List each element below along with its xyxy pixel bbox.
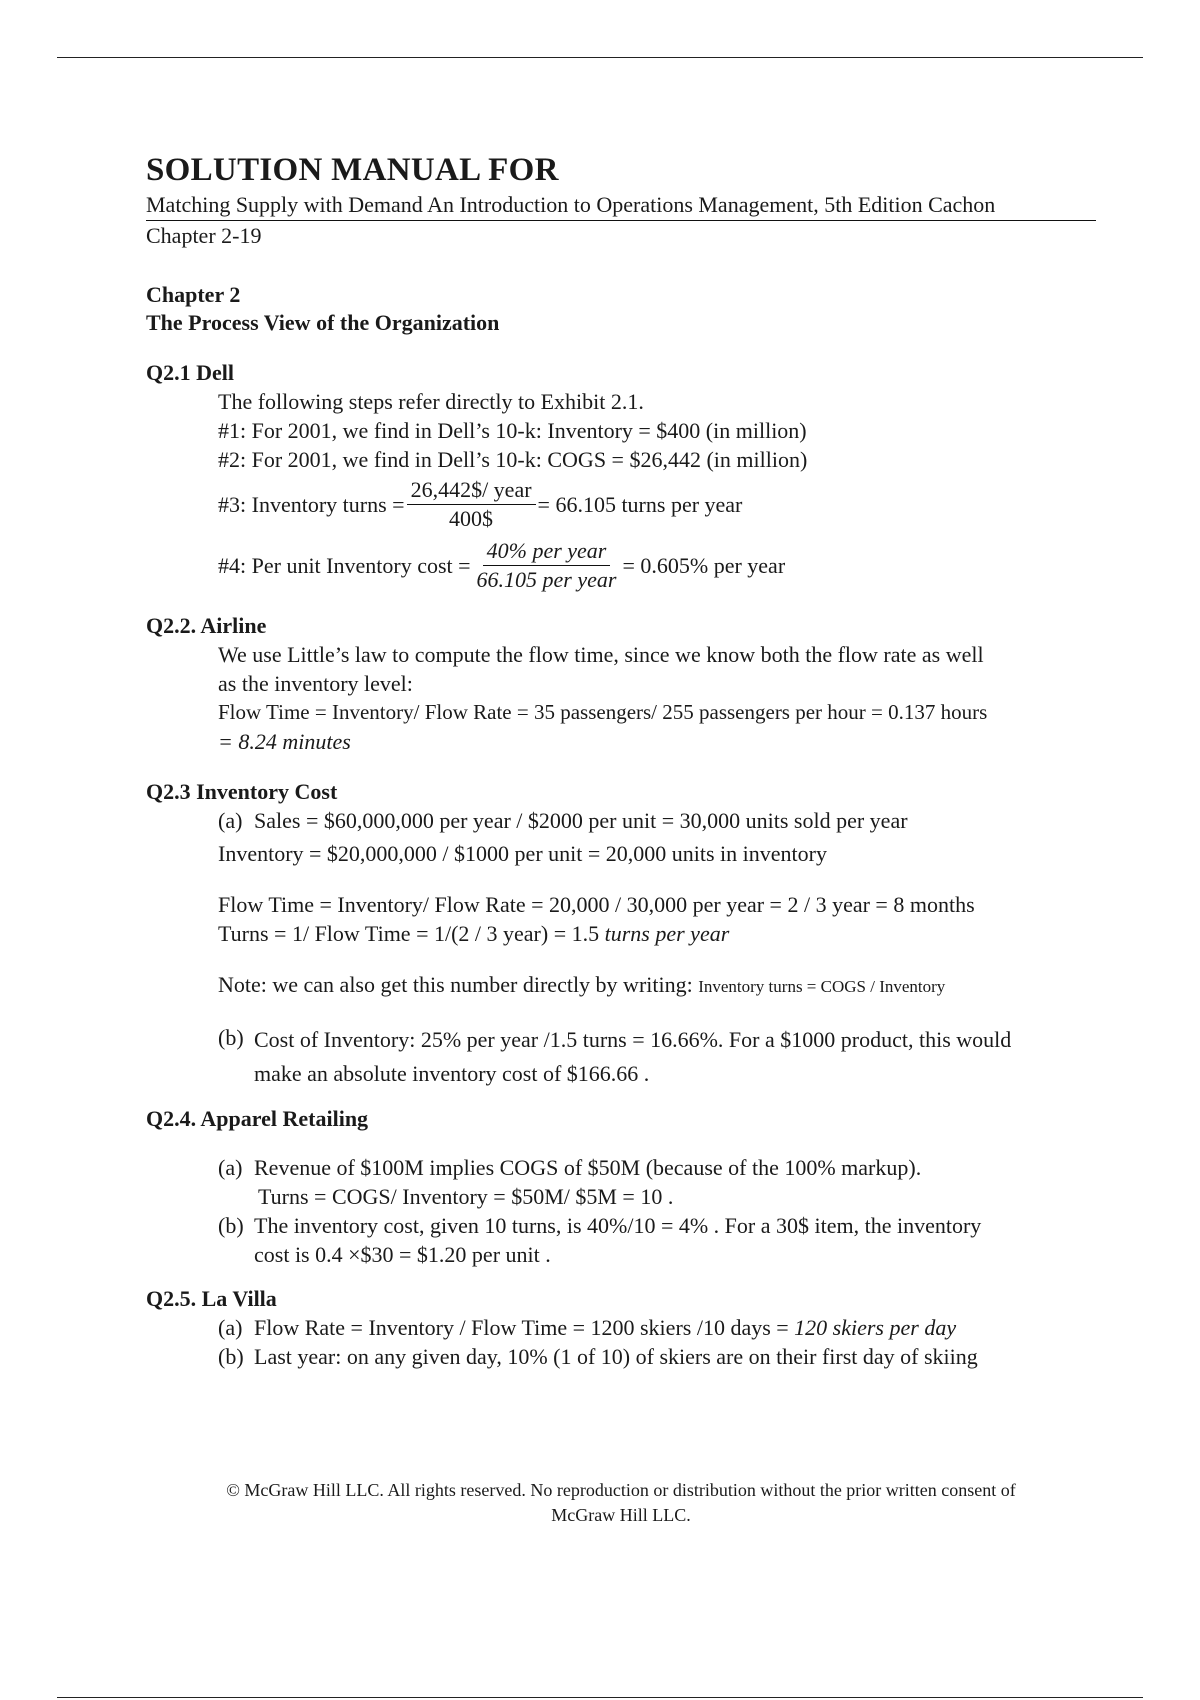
q23-a-label: (a) (218, 808, 243, 833)
bottom-rule (57, 1697, 1143, 1698)
q23-b-line2: make an absolute inventory cost of $166.66 . (254, 1061, 650, 1086)
chapter-name: The Process View of the Organization (146, 310, 500, 335)
q25-part-a (146, 1313, 1096, 1342)
q24-a-line1: Revenue of $100M implies COGS of $50M (because of the 100% markup). (254, 1155, 922, 1180)
q22-heading: Q2.2. Airline (146, 613, 267, 638)
q23-a-line1: Sales = $60,000,000 per year / $2000 per unit = 30,000 units sold per year (254, 808, 908, 833)
book-title: Matching Supply with Demand An Introduction to Operations Management, 5th Edition Cachon (146, 190, 1096, 221)
q21-equation-turns (146, 476, 1096, 533)
q23-part-b (146, 1023, 1096, 1091)
q24-a-line2: Turns = COGS/ Inventory = $50M/ $5M = 10 . (258, 1184, 674, 1209)
footer-line1: © McGraw Hill LLC. All rights reserved. No reproduction or distribution without the prior written consent of (226, 1480, 1016, 1500)
q25-part-b (146, 1342, 1096, 1371)
q25-a-text: Flow Rate = Inventory / Flow Time = 1200 skiers /10 days = (254, 1315, 789, 1340)
q23-a-line4-text: Turns = 1/ Flow Time = 1/(2 / 3 year) = 1.5 (218, 921, 600, 946)
chapter-range: Chapter 2-19 (146, 223, 262, 248)
q24-b-line1: The inventory cost, given 10 turns, is 40%/10 = 4% . For a 30$ item, the inventory (254, 1213, 982, 1238)
eq3-label: #3: Inventory turns = (218, 491, 405, 517)
q21-line3: #2: For 2001, we find in Dell’s 10-k: COGS = $26,442 (in million) (218, 447, 808, 472)
q22-line2: as the inventory level: (218, 671, 413, 696)
eq4-label: #4: Per unit Inventory cost = (218, 552, 471, 578)
q21-equation-cost (146, 537, 1096, 594)
q24-b-line2: cost is 0.4 ×$30 = $1.20 per unit . (254, 1242, 551, 1267)
page-title: SOLUTION MANUAL FOR (146, 152, 559, 188)
q23-b-label: (b) (218, 1025, 244, 1050)
copyright-footer (146, 1478, 1096, 1528)
q23-b-line1: Cost of Inventory: 25% per year /1.5 turns = 16.66%. For a $1000 product, this would (254, 1027, 1012, 1052)
q23-note (146, 970, 1096, 1001)
eq4-denominator: 66.105 per year (476, 567, 617, 592)
q23-heading: Q2.3 Inventory Cost (146, 779, 338, 804)
q25-a-label: (a) (218, 1315, 243, 1340)
q23-note-text: Note: we can also get this number directly by writing: (218, 972, 693, 997)
footer-line2: McGraw Hill LLC. (551, 1505, 691, 1525)
q24-part-b (146, 1211, 1096, 1269)
q25-a-italic: 120 skiers per day (794, 1315, 957, 1340)
q23-part-a (146, 806, 1096, 835)
q24-b-label: (b) (218, 1213, 244, 1238)
eq4-numerator: 40% per year (483, 537, 611, 566)
q23-a-line4 (146, 919, 1096, 948)
q25-heading: Q2.5. La Villa (146, 1286, 277, 1311)
q23-a-line2: Inventory = $20,000,000 / $1000 per unit = 20,000 units in inventory (218, 841, 827, 866)
eq4-result: = 0.605% per year (622, 552, 786, 578)
q22-line1: We use Little’s law to compute the flow time, since we know both the flow rate as well (218, 642, 984, 667)
q23-a-line3: Flow Time = Inventory/ Flow Rate = 20,000 / 30,000 per year = 2 / 3 year = 8 months (218, 892, 975, 917)
q24-part-a (146, 1153, 1096, 1211)
q21-heading: Q2.1 Dell (146, 360, 234, 385)
q22-line3: Flow Time = Inventory/ Flow Rate = 35 passengers/ 255 passengers per hour = 0.137 hours (218, 700, 988, 724)
q24-a-label: (a) (218, 1155, 243, 1180)
q25-b-label: (b) (218, 1344, 244, 1369)
q24-heading: Q2.4. Apparel Retailing (146, 1106, 369, 1131)
eq3-result: = 66.105 turns per year (537, 491, 743, 517)
document-page (146, 150, 1096, 1371)
chapter-label: Chapter 2 (146, 282, 241, 307)
eq4-fraction (473, 537, 621, 594)
q21-line2: #1: For 2001, we find in Dell’s 10-k: Inventory = $400 (in million) (218, 418, 807, 443)
q22-line4: = 8.24 minutes (218, 729, 351, 754)
eq3-denominator: 400$ (449, 506, 494, 531)
q23-note-formula: Inventory turns = COGS / Inventory (698, 977, 946, 996)
eq3-numerator: 26,442$/ year (407, 476, 536, 505)
q25-b-text: Last year: on any given day, 10% (1 of 10) of skiers are on their first day of skiing (254, 1344, 978, 1369)
q21-line1: The following steps refer directly to Exhibit 2.1. (218, 389, 644, 414)
eq3-fraction (407, 476, 536, 533)
q23-a-line4-italic: turns per year (604, 921, 730, 946)
top-rule (57, 57, 1143, 58)
